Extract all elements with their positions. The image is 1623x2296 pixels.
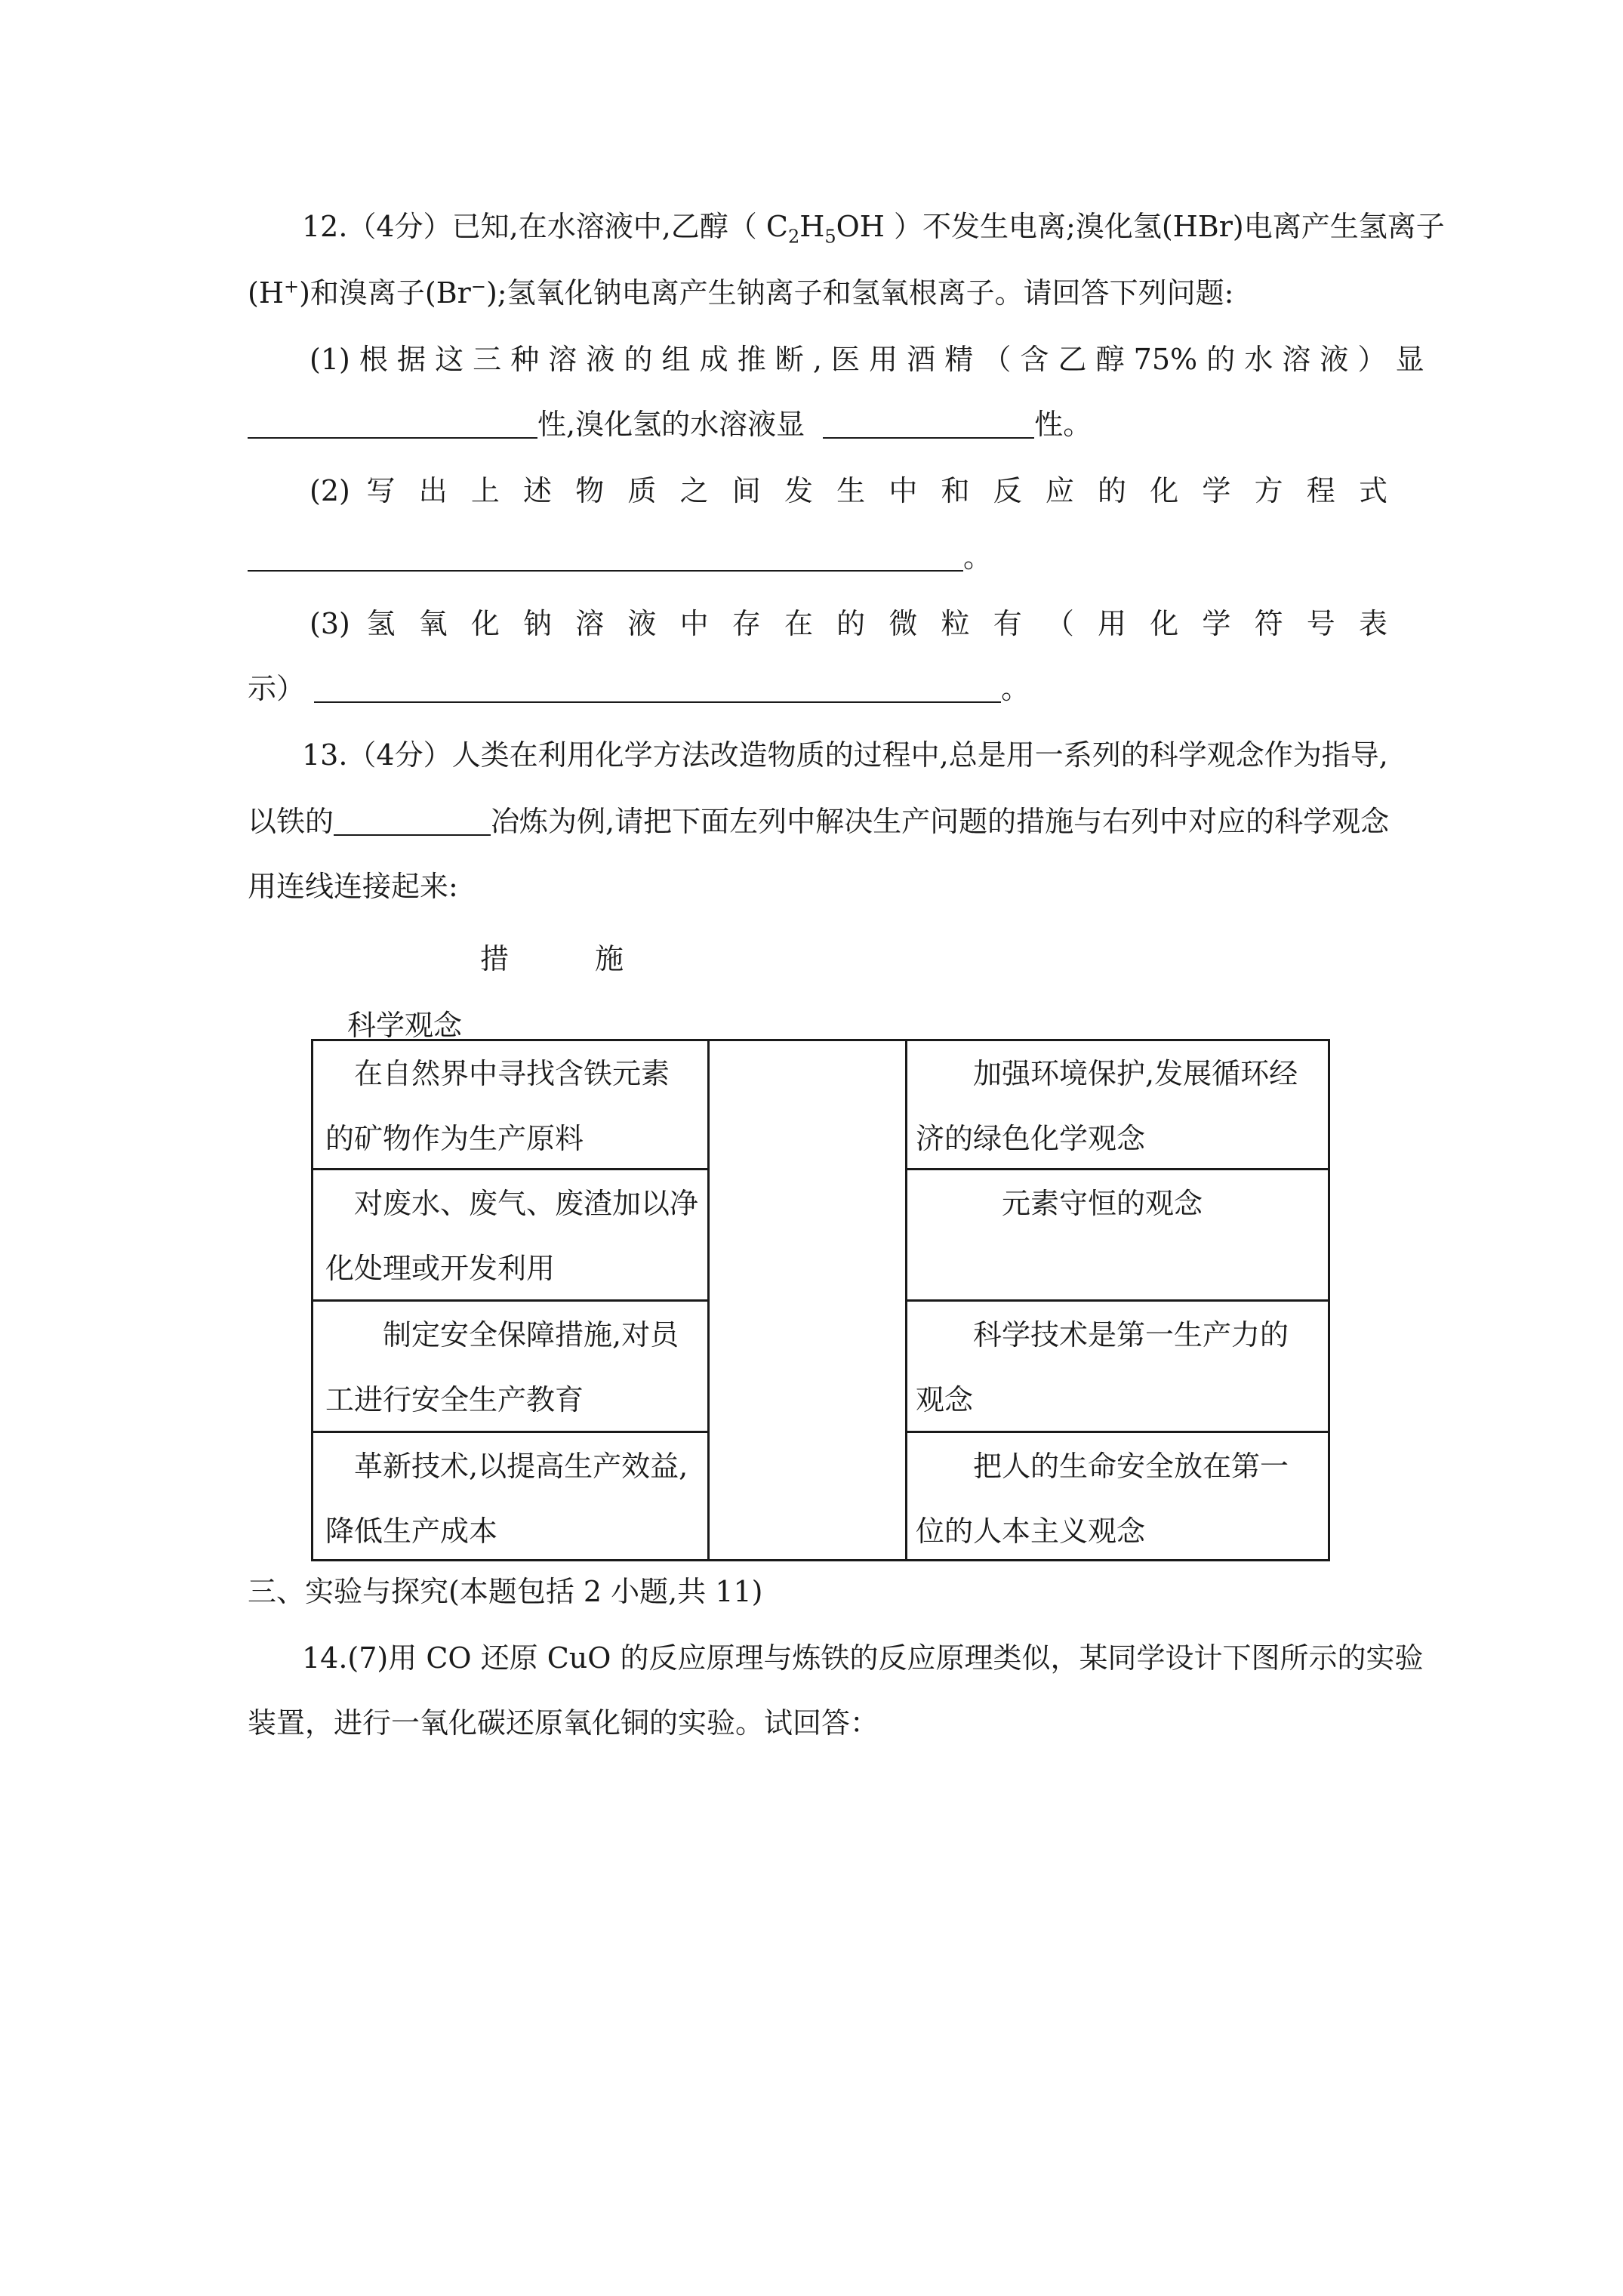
q12-part1-cont	[248, 406, 1092, 442]
concept-text: 把人的生命安全放在第一	[916, 1450, 1289, 1483]
measure-text: 化处理或开发利用	[325, 1252, 556, 1285]
measure-text: 革新技术,以提高生产效益,	[325, 1450, 688, 1483]
table-divider-left	[707, 1041, 710, 1559]
q12-part3-cont-text: 示）	[248, 672, 306, 705]
q12-line2-text-c: );氢氧化钠电离产生钠离子和氢氧根离子。请回答下列问题:	[485, 276, 1234, 310]
q12-part3-cont	[248, 670, 1030, 707]
measure-text: 降低生产成本	[325, 1515, 498, 1548]
q13-right-header: 科学观念	[347, 1009, 463, 1042]
q14-line2: 装置，进行一氧化碳还原氧化铜的实验。试回答：	[248, 1706, 879, 1740]
measure-cell[interactable]	[325, 1302, 703, 1432]
q12-answer-blank-1[interactable]	[248, 407, 537, 439]
q13-answer-blank[interactable]	[334, 804, 491, 836]
q12-line2-text-b: )和溴离子(Br	[299, 276, 471, 310]
matching-table	[311, 1039, 1330, 1561]
measure-cell[interactable]	[325, 1041, 703, 1171]
q12-part3: (3) 氢 氧 化 钠 溶 液 中 存 在 的 微 粒 有 （ 用 化 学 符 号 表	[310, 607, 1387, 640]
q12-sub-5: 5	[824, 226, 836, 248]
measure-text: 对废水、废气、废渣加以净	[325, 1187, 699, 1220]
q12-line1-text-a: 12.（4分）已知,在水溶液中,乙醇（ C	[302, 210, 788, 243]
q13-line3: 用连线连接起来:	[248, 870, 458, 903]
q12-part1-cont-text-a: 性,溴化氢的水溶液显	[537, 408, 805, 441]
concept-text: 观念	[916, 1383, 974, 1416]
concept-cell[interactable]	[916, 1434, 1323, 1564]
q12-line1	[302, 208, 1445, 248]
q12-part2: (2) 写 出 上 述 物 质 之 间 发 生 中 和 反 应 的 化 学 方 程 式	[310, 474, 1387, 507]
q12-sup-minus: −	[470, 276, 486, 297]
concept-text: 位的人本主义观念	[916, 1515, 1146, 1548]
q12-line2-text-a: (H	[248, 276, 284, 310]
q12-line1-text-b: H	[799, 210, 825, 243]
q12-part2-cont	[248, 539, 992, 575]
concept-text: 元素守恒的观念	[916, 1187, 1203, 1220]
q13-left-header: 措 施	[480, 942, 624, 975]
q12-sub-2: 2	[787, 226, 800, 248]
q13-line2	[248, 803, 1389, 840]
q12-part1-cont-text-b: 性。	[1034, 408, 1092, 441]
q12-part2-end: 。	[963, 541, 993, 574]
concept-text: 加强环境保护,发展循环经	[916, 1057, 1298, 1090]
q12-answer-blank-2[interactable]	[823, 407, 1034, 439]
q12-part3-end: 。	[1001, 672, 1030, 705]
q12-answer-blank-4[interactable]	[314, 671, 1001, 703]
q13-line2-text-a: 以铁的	[248, 805, 334, 838]
concept-cell[interactable]	[916, 1171, 1323, 1236]
q12-answer-blank-3[interactable]	[248, 540, 963, 572]
q13-line2-text-b: 冶炼为例,请把下面左列中解决生产问题的措施与右列中对应的科学观念	[491, 805, 1390, 838]
measure-cell[interactable]	[325, 1434, 703, 1564]
concept-cell[interactable]	[916, 1041, 1323, 1171]
q13-line1: 13.（4分）人类在利用化学方法改造物质的过程中,总是用一系列的科学观念作为指导,	[302, 738, 1388, 772]
q12-sup-plus: +	[283, 276, 300, 297]
measure-text: 制定安全保障措施,对员	[325, 1318, 679, 1351]
table-row-divider-right	[905, 1299, 1328, 1302]
concept-cell[interactable]	[916, 1302, 1323, 1432]
q12-line2	[248, 275, 1233, 311]
concept-text: 济的绿色化学观念	[916, 1122, 1146, 1155]
section3-heading: 三、实验与探究(本题包括 2 小题,共 11)	[248, 1575, 763, 1608]
measure-cell[interactable]	[325, 1171, 703, 1301]
q14-line1: 14.(7)用 CO 还原 CuO 的反应原理与炼铁的反应原理类似，某同学设计下图所示的实验	[302, 1641, 1424, 1675]
measure-text: 的矿物作为生产原料	[325, 1122, 584, 1155]
measure-text: 工进行安全生产教育	[325, 1383, 584, 1416]
concept-text: 科学技术是第一生产力的	[916, 1318, 1289, 1351]
q12-line1-text-c: OH ）不发生电离;溴化氢(HBr)电离产生氢离子	[836, 210, 1445, 243]
q12-part1: (1) 根 据 这 三 种 溶 液 的 组 成 推 断 , 医 用 酒 精 （ 含 乙 醇 75% 的 水 溶 液 ） 显	[310, 343, 1424, 376]
measure-text: 在自然界中寻找含铁元素	[325, 1057, 670, 1090]
